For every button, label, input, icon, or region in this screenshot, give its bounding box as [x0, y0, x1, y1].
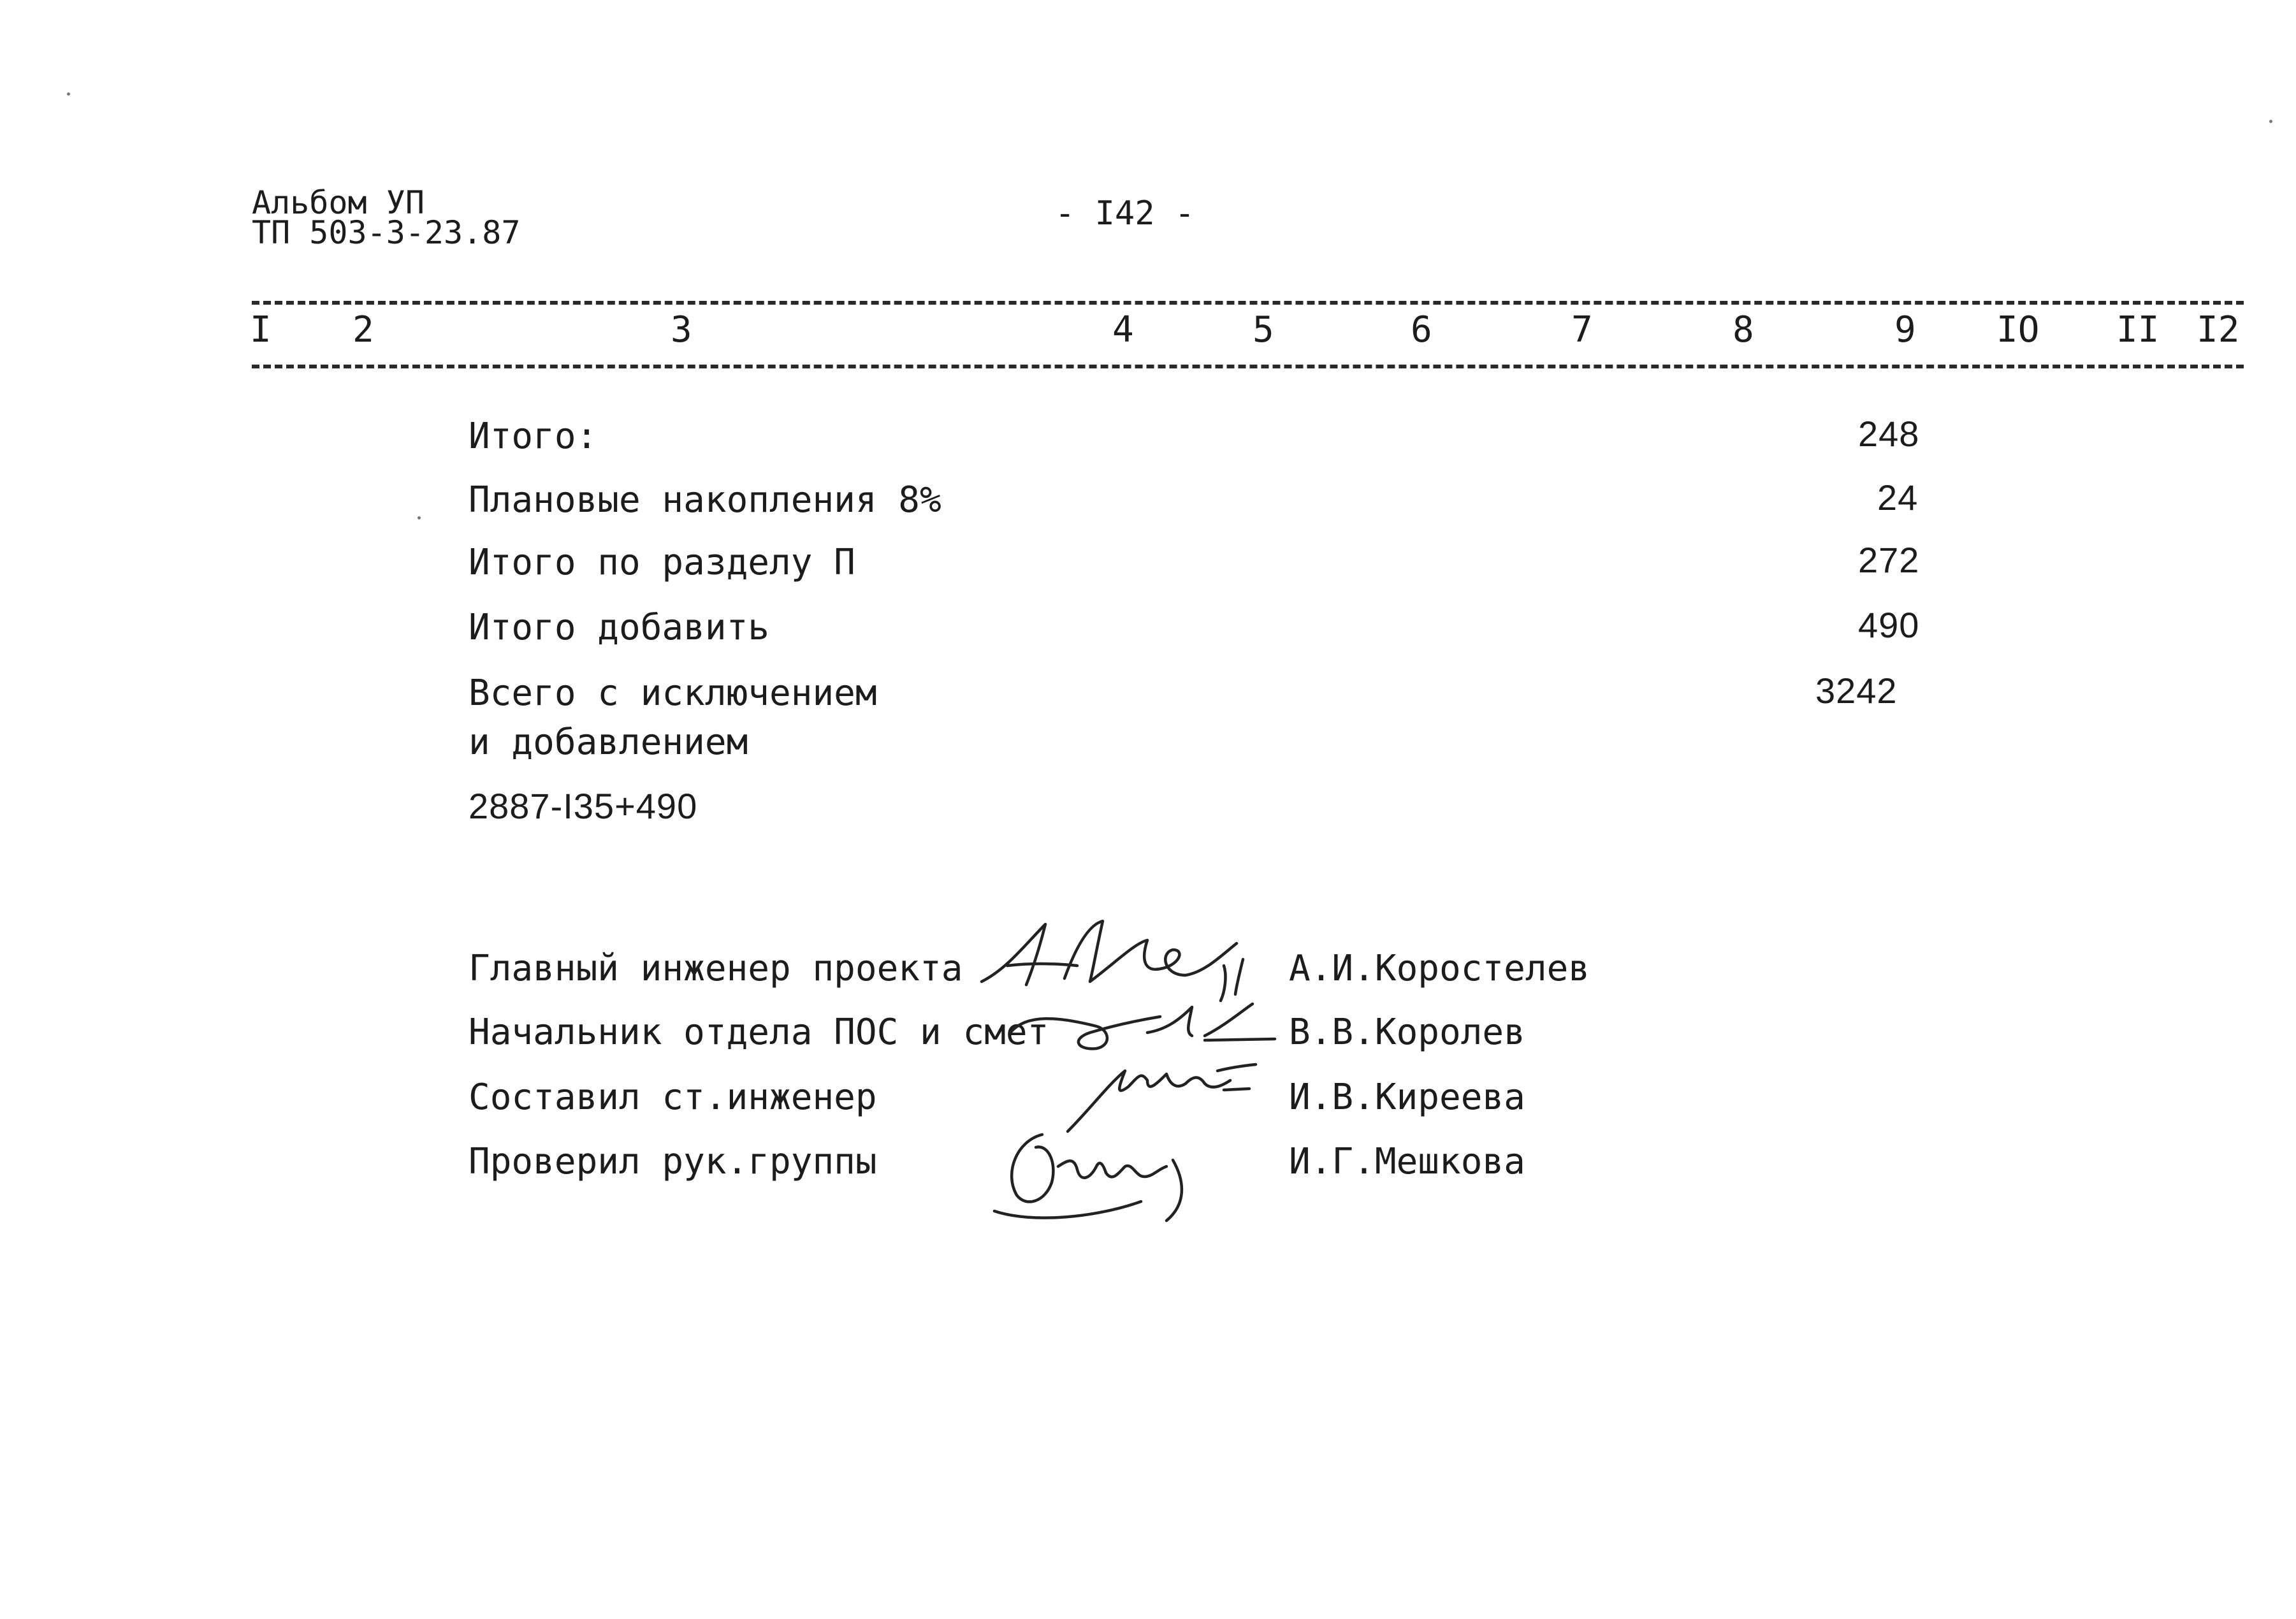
- scan-speck: [67, 92, 70, 96]
- signature-role-compiler: Составил ст.инженер: [469, 1077, 877, 1118]
- row-label-total: Итого:: [469, 416, 598, 457]
- row-value-section-total: 272: [1858, 540, 1920, 580]
- column-header-10: IO: [1996, 309, 2040, 351]
- handwritten-signature-department-head: [1001, 994, 1288, 1064]
- column-header-8: 8: [1733, 309, 1754, 351]
- signature-name-reviewer: И.Г.Мешкова: [1289, 1141, 1525, 1182]
- row-value-planned-savings: 24: [1877, 477, 1919, 518]
- row-value-total: 248: [1858, 414, 1920, 454]
- handwritten-signature-reviewer: [982, 1122, 1224, 1237]
- document-code: ТП 503-3-23.87: [252, 214, 521, 251]
- signature-name-chief-engineer: А.И.Коростелев: [1289, 948, 1590, 989]
- column-header-11: II: [2116, 309, 2160, 351]
- calculation-formula: 2887-I35+490: [469, 786, 698, 826]
- row-value-total-add: 490: [1858, 605, 1920, 645]
- column-header-6: 6: [1411, 309, 1432, 351]
- page-number: - I42 -: [1055, 194, 1195, 233]
- signature-role-reviewer: Проверил рук.группы: [469, 1141, 877, 1182]
- table-top-rule: [252, 301, 2244, 305]
- column-header-9: 9: [1894, 309, 1916, 351]
- column-header-4: 4: [1112, 309, 1134, 351]
- scan-speck: [2269, 120, 2272, 123]
- column-header-3: 3: [671, 309, 692, 351]
- row-label-grand-total-line2: и добавлением: [469, 722, 748, 763]
- signature-name-department-head: В.В.Королев: [1289, 1012, 1525, 1053]
- scan-speck: [418, 516, 421, 519]
- column-header-12: I2: [2197, 309, 2240, 351]
- row-label-planned-savings: Плановые накопления 8%: [469, 479, 941, 521]
- row-label-total-add: Итого добавить: [469, 607, 770, 648]
- column-header-5: 5: [1253, 309, 1274, 351]
- column-header-7: 7: [1571, 309, 1593, 351]
- row-value-grand-total: 3242: [1815, 671, 1898, 711]
- column-header-2: 2: [352, 309, 374, 351]
- column-header-1: I: [250, 309, 272, 351]
- album-label: Альбом УП: [252, 184, 425, 221]
- row-label-grand-total: Всего с исключением: [469, 672, 877, 714]
- table-header-rule: [252, 365, 2244, 368]
- row-label-section-total: Итого по разделу П: [469, 542, 855, 583]
- signature-role-chief-engineer: Главный инженер проекта: [469, 948, 963, 989]
- signature-name-compiler: И.В.Киреева: [1289, 1077, 1525, 1118]
- signature-role-department-head: Начальник отдела ПОС и смет: [469, 1012, 1049, 1053]
